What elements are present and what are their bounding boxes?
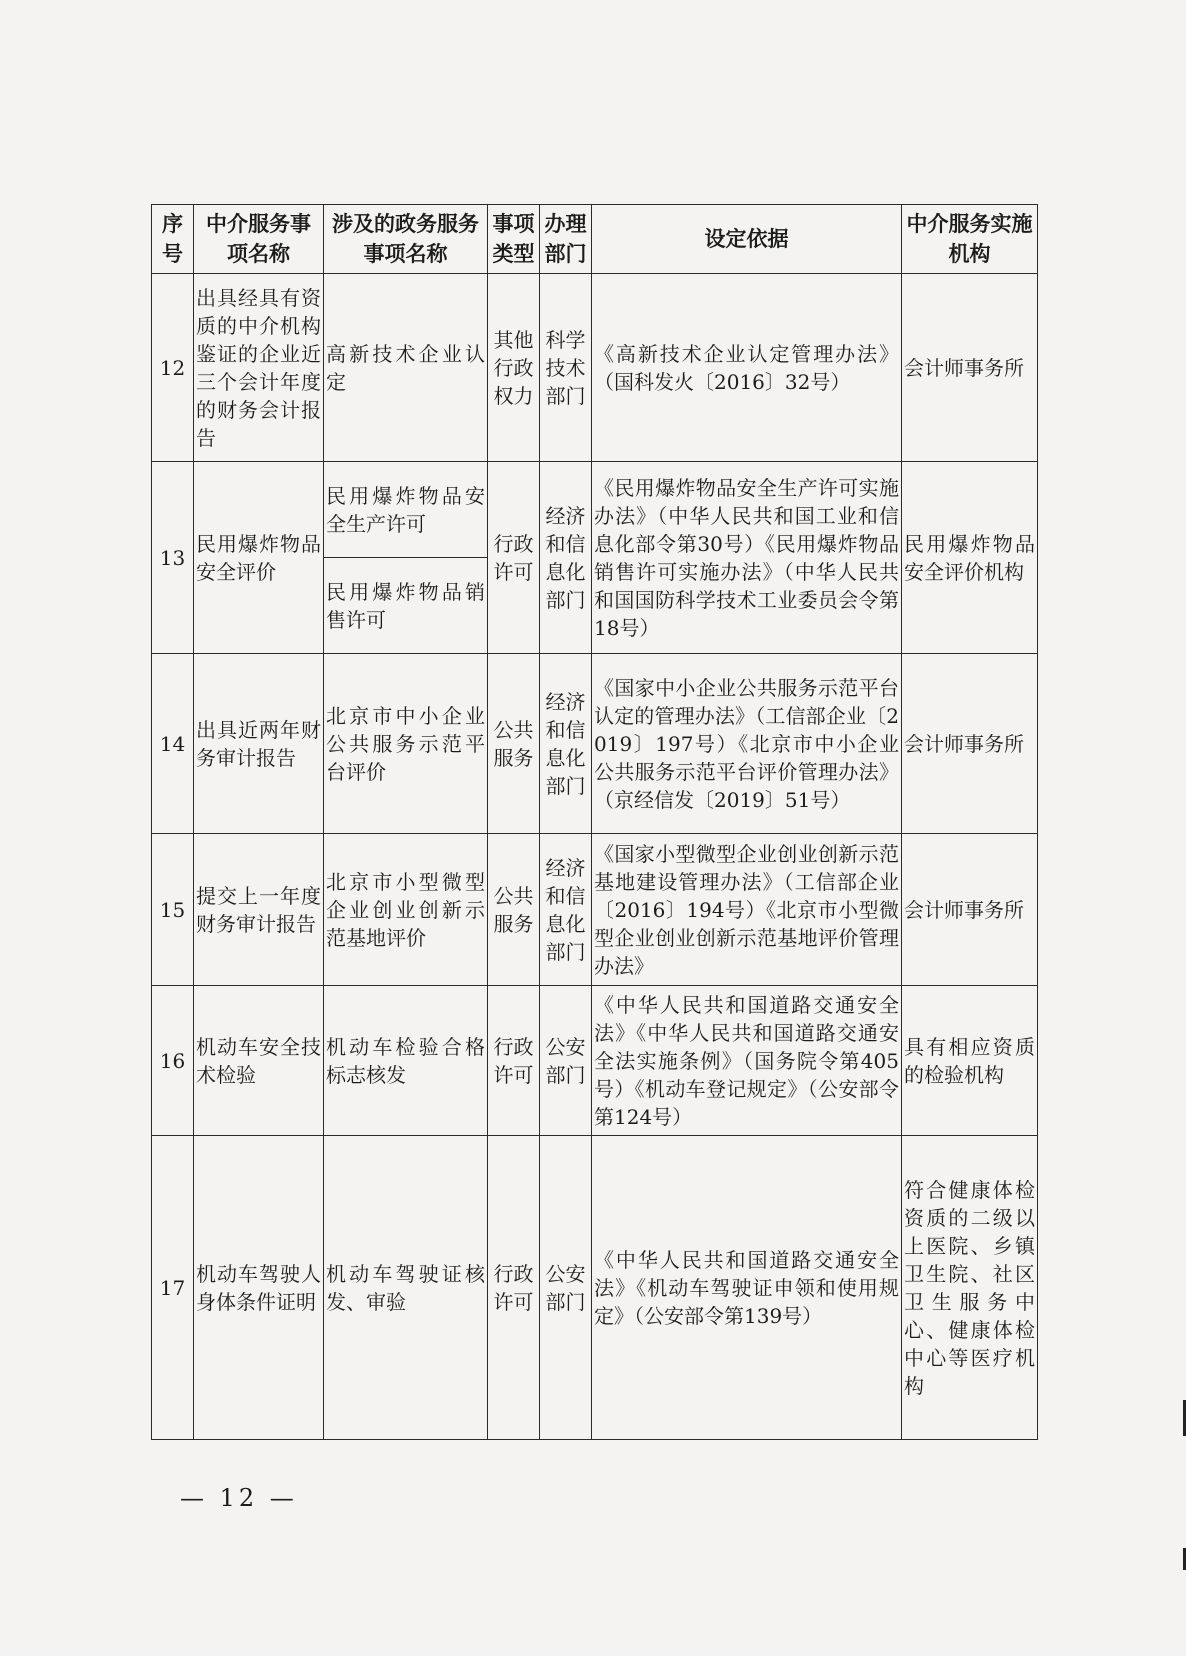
intermediary-services-table — [151, 204, 1038, 1440]
row-department: 经济和信息化部门 — [540, 654, 592, 834]
row-institution: 具有相应资质的检验机构 — [902, 986, 1038, 1136]
header-service-name: 中介服务事项名称 — [194, 205, 324, 274]
row-item-type: 行政许可 — [488, 986, 540, 1136]
header-seq: 序号 — [152, 205, 194, 274]
row-service-name: 民用爆炸物品安全评价 — [194, 462, 324, 654]
row-item-type: 公共服务 — [488, 654, 540, 834]
row-gov-item: 民用爆炸物品销售许可 — [324, 558, 488, 654]
table-row — [152, 834, 1038, 986]
row-institution: 会计师事务所 — [902, 274, 1038, 462]
row-institution: 会计师事务所 — [902, 834, 1038, 986]
row-institution: 符合健康体检资质的二级以上医院、乡镇卫生院、社区卫生服务中心、健康体检中心等医疗机构 — [902, 1136, 1038, 1440]
table-header-row — [152, 205, 1038, 274]
table-row — [152, 986, 1038, 1136]
row-gov-item: 机动车检验合格标志核发 — [324, 986, 488, 1136]
row-basis: 《中华人民共和国道路交通安全法》《机动车驾驶证申领和使用规定》（公安部令第139号） — [592, 1136, 902, 1440]
header-basis: 设定依据 — [592, 205, 902, 274]
table-row — [152, 274, 1038, 462]
row-department: 科学技术部门 — [540, 274, 592, 462]
header-gov-item: 涉及的政务服务事项名称 — [324, 205, 488, 274]
row-department: 经济和信息化部门 — [540, 462, 592, 654]
row-seq: 13 — [152, 462, 194, 654]
row-department: 经济和信息化部门 — [540, 834, 592, 986]
row-service-name: 出具近两年财务审计报告 — [194, 654, 324, 834]
row-item-type: 其他行政权力 — [488, 274, 540, 462]
row-institution: 会计师事务所 — [902, 654, 1038, 834]
row-basis: 《民用爆炸物品安全生产许可实施办法》（中华人民共和国工业和信息化部令第30号）《民用爆炸物品销售许可实施办法》（中华人民共和国国防科学技术工业委员会令第18号） — [592, 462, 902, 654]
row-department: 公安部门 — [540, 986, 592, 1136]
header-institution: 中介服务实施机构 — [902, 205, 1038, 274]
row-gov-item: 民用爆炸物品安全生产许可 — [324, 462, 488, 558]
table-row — [152, 654, 1038, 834]
row-item-type: 行政许可 — [488, 1136, 540, 1440]
row-service-name: 提交上一年度财务审计报告 — [194, 834, 324, 986]
row-item-type: 行政许可 — [488, 462, 540, 654]
table-row — [152, 462, 1038, 558]
row-service-name: 出具经具有资质的中介机构鉴证的企业近三个会计年度的财务会计报告 — [194, 274, 324, 462]
header-department: 办理部门 — [540, 205, 592, 274]
row-seq: 12 — [152, 274, 194, 462]
row-seq: 15 — [152, 834, 194, 986]
row-service-name: 机动车安全技术检验 — [194, 986, 324, 1136]
row-service-name: 机动车驾驶人身体条件证明 — [194, 1136, 324, 1440]
row-gov-item: 北京市小型微型企业创业创新示范基地评价 — [324, 834, 488, 986]
row-institution: 民用爆炸物品安全评价机构 — [902, 462, 1038, 654]
row-basis: 《国家小型微型企业创业创新示范基地建设管理办法》（工信部企业〔2016〕194号）《北京市小型微型企业创业创新示范基地评价管理办法》 — [592, 834, 902, 986]
page-number: — 12 — — [180, 1484, 298, 1512]
row-basis: 《国家中小企业公共服务示范平台认定的管理办法》（工信部企业〔2019〕197号）《北京市中小企业公共服务示范平台评价管理办法》（京经信发〔2019〕51号） — [592, 654, 902, 834]
row-gov-item: 北京市中小企业公共服务示范平台评价 — [324, 654, 488, 834]
header-item-type: 事项类型 — [488, 205, 540, 274]
row-gov-item: 高新技术企业认定 — [324, 274, 488, 462]
row-seq: 14 — [152, 654, 194, 834]
row-basis: 《中华人民共和国道路交通安全法》《中华人民共和国道路交通安全法实施条例》（国务院令第405号）《机动车登记规定》（公安部令第124号） — [592, 986, 902, 1136]
row-seq: 16 — [152, 986, 194, 1136]
row-department: 公安部门 — [540, 1136, 592, 1440]
row-item-type: 公共服务 — [488, 834, 540, 986]
row-seq: 17 — [152, 1136, 194, 1440]
table-row — [152, 1136, 1038, 1440]
row-gov-item: 机动车驾驶证核发、审验 — [324, 1136, 488, 1440]
row-basis: 《高新技术企业认定管理办法》（国科发火〔2016〕32号） — [592, 274, 902, 462]
